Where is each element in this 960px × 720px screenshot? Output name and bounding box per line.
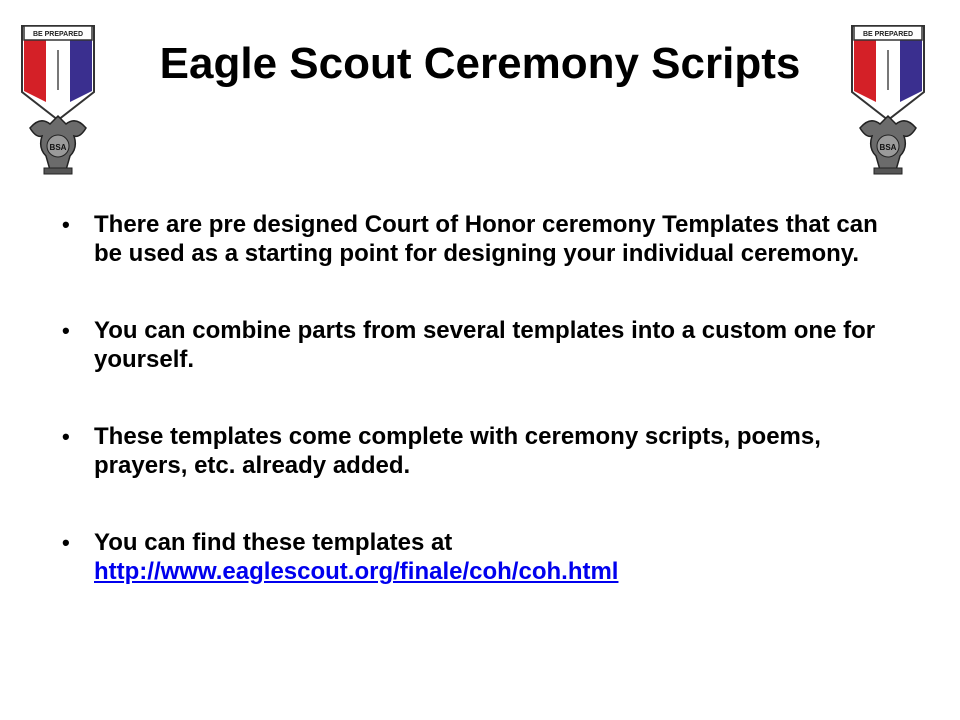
bullet-text: These templates come complete with ceremony scripts, poems, prayers, etc. already added. bbox=[94, 423, 821, 479]
bullet-text: You can find these templates at bbox=[94, 529, 453, 556]
bullet-dot-icon: • bbox=[62, 318, 70, 343]
templates-link[interactable]: http://www.eaglescout.org/finale/coh/coh.html bbox=[94, 558, 619, 585]
page-title: Eagle Scout Ceremony Scripts bbox=[159, 39, 801, 88]
bullet-text: You can combine parts from several templates into a custom one for yourself. bbox=[94, 317, 876, 373]
bullet-dot-icon: • bbox=[62, 424, 70, 449]
eagle-scout-medal-icon bbox=[20, 20, 96, 180]
svg-text:BE PREPARED: BE PREPARED bbox=[862, 31, 914, 38]
bullet-item bbox=[60, 210, 900, 268]
bullet-dot-icon: • bbox=[62, 530, 70, 555]
bullet-item bbox=[60, 528, 900, 586]
bullet-dot-icon: • bbox=[62, 212, 70, 237]
svg-text:BSA: BSA bbox=[49, 143, 67, 152]
eagle-scout-medal-icon bbox=[850, 20, 926, 180]
bullet-item bbox=[60, 316, 900, 374]
bullet-list bbox=[60, 210, 900, 634]
svg-text:BSA: BSA bbox=[879, 143, 897, 152]
bullet-text: There are pre designed Court of Honor ceremony Templates that can be used as a starting point for designing your individual ceremony. bbox=[94, 211, 878, 267]
svg-text:BE PREPARED: BE PREPARED bbox=[32, 31, 84, 38]
bullet-item bbox=[60, 422, 900, 480]
